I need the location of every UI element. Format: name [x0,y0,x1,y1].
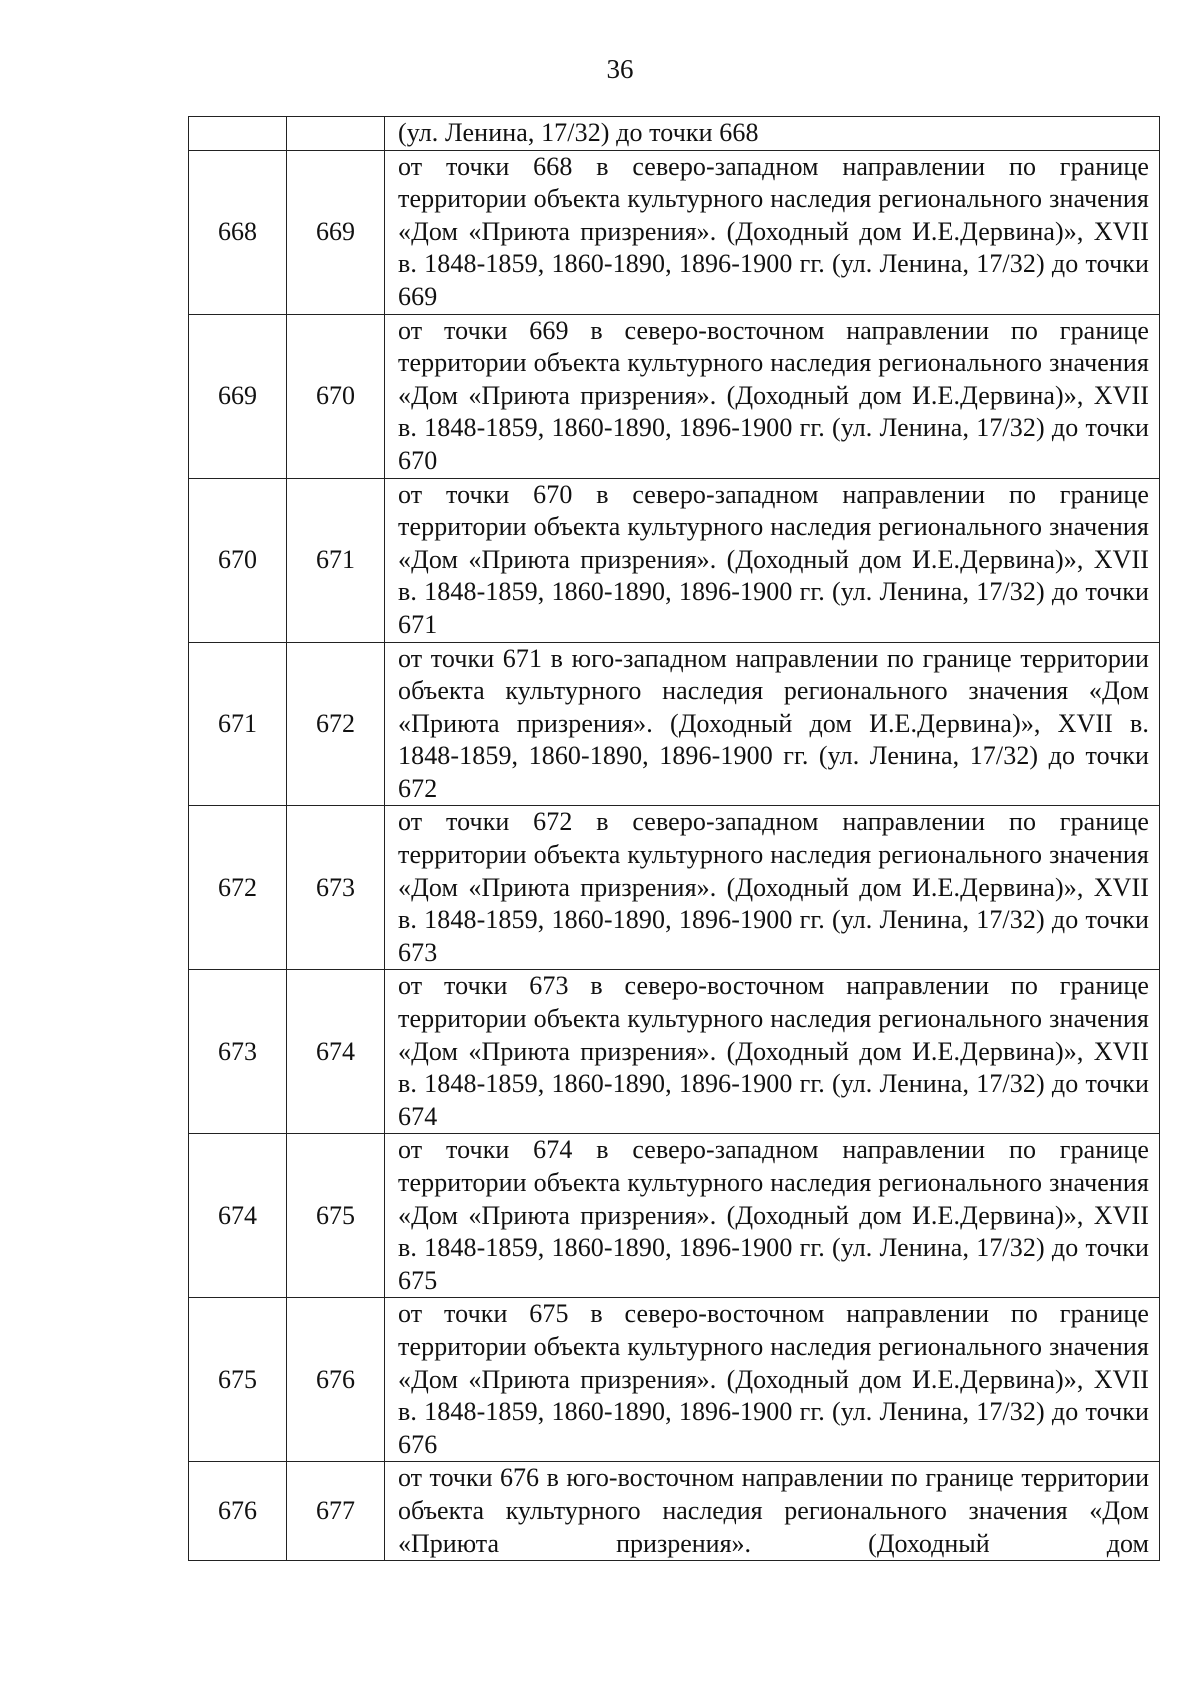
from-point-cell: 671 [189,642,287,806]
to-point-cell: 675 [287,1134,385,1298]
description-cell [385,150,1160,314]
description-text: от точки 674 в северо-западном направлении по границе территории объекта культурного наследия регионального значения «Дом «Приюта призрения». (Доходный дом И.Е.Дервина)», XVII в. 1848-1859, 1860-1890, 1896-1900 гг. (ул. Ленина, 17/32) до точки 675 [398,1135,1149,1295]
table-row [189,806,1160,970]
description-text: от точки 670 в северо-западном направлении по границе территории объекта культурного наследия регионального значения «Дом «Приюта призрения». (Доходный дом И.Е.Дервина)», XVII в. 1848-1859, 1860-1890, 1896-1900 гг. (ул. Ленина, 17/32) до точки 671 [398,479,1149,639]
table-row [189,1462,1160,1561]
to-point-cell: 674 [287,970,385,1134]
from-point-cell: 674 [189,1134,287,1298]
description-cell [385,970,1160,1134]
to-point-cell: 671 [287,478,385,642]
to-point-cell: 670 [287,314,385,478]
description-text: от точки 672 в северо-западном направлении по границе территории объекта культурного наследия регионального значения «Дом «Приюта призрения». (Доходный дом И.Е.Дервина)», XVII в. 1848-1859, 1860-1890, 1896-1900 гг. (ул. Ленина, 17/32) до точки 673 [398,807,1149,967]
description-cell [385,1298,1160,1462]
to-point-cell: 669 [287,150,385,314]
from-point-cell [189,117,287,151]
description-cell [385,117,1160,151]
from-point-cell: 668 [189,150,287,314]
table-row [189,1298,1160,1462]
table-row [189,117,1160,151]
description-cell [385,1462,1160,1561]
table-row [189,150,1160,314]
description-text: (ул. Ленина, 17/32) до точки 668 [398,118,759,147]
description-text: от точки 675 в северо-восточном направлении по границе территории объекта культурного наследия регионального значения «Дом «Приюта призрения». (Доходный дом И.Е.Дервина)», XVII в. 1848-1859, 1860-1890, 1896-1900 гг. (ул. Ленина, 17/32) до точки 676 [398,1299,1149,1459]
description-cell [385,314,1160,478]
description-text: от точки 671 в юго-западном направлении по границе территории объекта культурного наследия регионального значения «Дом «Приюта призрения». (Доходный дом И.Е.Дервина)», XVII в. 1848-1859, 1860-1890, 1896-1900 гг. (ул. Ленина, 17/32) до точки 672 [398,643,1149,803]
to-point-cell: 672 [287,642,385,806]
boundary-table [188,116,1160,1561]
table-row [189,314,1160,478]
from-point-cell: 673 [189,970,287,1134]
table-row [189,478,1160,642]
description-cell [385,642,1160,806]
description-text: от точки 669 в северо-восточном направлении по границе территории объекта культурного наследия регионального значения «Дом «Приюта призрения». (Доходный дом И.Е.Дервина)», XVII в. 1848-1859, 1860-1890, 1896-1900 гг. (ул. Ленина, 17/32) до точки 670 [398,315,1149,475]
description-text: от точки 676 в юго-восточном направлении по границе территории объекта культурного наследия регионального значения «Дом «Приюта призрения». (Доходный дом [398,1463,1149,1558]
description-cell [385,1134,1160,1298]
to-point-cell: 673 [287,806,385,970]
description-cell [385,478,1160,642]
from-point-cell: 676 [189,1462,287,1561]
from-point-cell: 669 [189,314,287,478]
table-row [189,1134,1160,1298]
table-row [189,970,1160,1134]
to-point-cell: 677 [287,1462,385,1561]
from-point-cell: 670 [189,478,287,642]
to-point-cell [287,117,385,151]
description-cell [385,806,1160,970]
description-text: от точки 668 в северо-западном направлении по границе территории объекта культурного наследия регионального значения «Дом «Приюта призрения». (Доходный дом И.Е.Дервина)», XVII в. 1848-1859, 1860-1890, 1896-1900 гг. (ул. Ленина, 17/32) до точки 669 [398,151,1149,311]
to-point-cell: 676 [287,1298,385,1462]
from-point-cell: 672 [189,806,287,970]
table-row [189,642,1160,806]
page-number: 36 [606,54,634,84]
from-point-cell: 675 [189,1298,287,1462]
description-text: от точки 673 в северо-восточном направлении по границе территории объекта культурного наследия регионального значения «Дом «Приюта призрения». (Доходный дом И.Е.Дервина)», XVII в. 1848-1859, 1860-1890, 1896-1900 гг. (ул. Ленина, 17/32) до точки 674 [398,971,1149,1131]
